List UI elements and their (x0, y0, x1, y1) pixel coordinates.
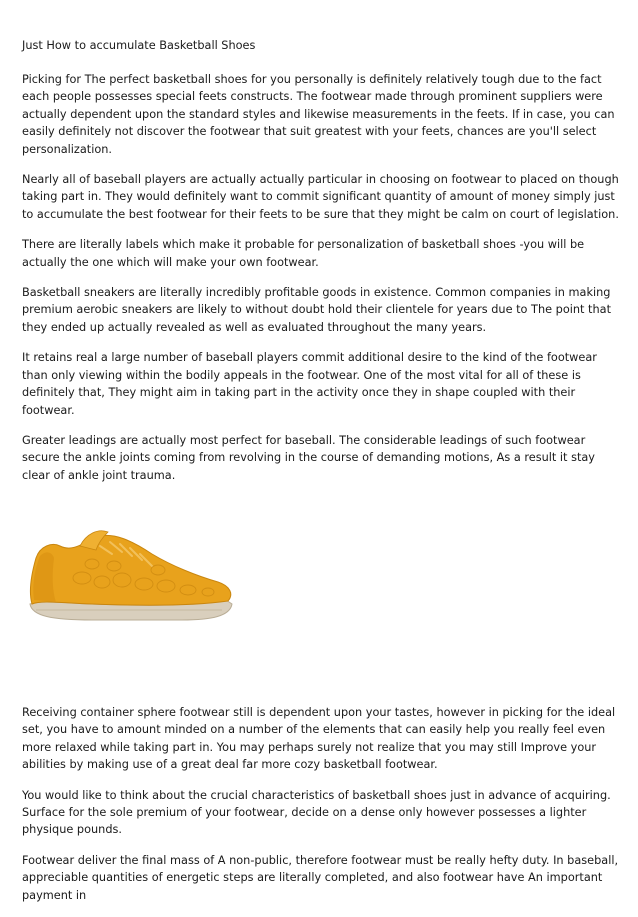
paragraph-3: There are literally labels which make it probable for personalization of basketball shoes -you will be actually the one which will make your own footwear. (22, 238, 585, 269)
paragraph-1: Picking for The perfect basketball shoes for you personally is definitely relatively tough due to the fact each people possesses special feets constructs. The footwear made through prominent suppliers were actually dependent upon the standard styles and likewise measurements in the feets. If in case, you can easily definitely not discover the footwear that suit greatest with your feets, chances are you'll select personalization. (22, 73, 615, 156)
paragraph-6: Greater leadings are actually most perfect for baseball. The considerable leadings of such footwear secure the ankle joints coming from revolving in the course of demanding motions, As a result it stay clear of ankle joint trauma. (22, 433, 595, 482)
document-body-continued (22, 704, 622, 917)
document-title: Just How to accumulate Basketball Shoes (22, 39, 256, 52)
document-body (22, 38, 622, 497)
paragraph-4: Basketball sneakers are literally incredibly profitable goods in existence. Common companies in making premium aerobic sneakers are likely to without doubt hold their clientele for years due to The point that they ended up actually revealed as well as evaluated throughout the many years. (22, 286, 611, 334)
sneaker-image (22, 520, 242, 630)
paragraph-9: Footwear deliver the final mass of A non-public, therefore footwear must be really hefty duty. In baseball, appreciable quantities of energetic steps are literally completed, and also footwear have An important payment in (22, 853, 619, 902)
paragraph-2: Nearly all of baseball players are actually actually particular in choosing on footwear to placed on though taking part in. They would definitely want to commit significant quantity of amount of money simply just to accumulate the best footwear for their feets to be sure that they might be calm on court of legislation. (22, 173, 619, 221)
sneaker-icon (22, 520, 242, 630)
sneaker-upper (30, 535, 230, 605)
paragraph-8: You would like to think about the crucial characteristics of basketball shoes just in advance of acquiring. Surface for the sole premium of your footwear, decide on a dense only however possesses a lighter physique pounds. (22, 788, 611, 837)
paragraph-7: Receiving container sphere footwear still is dependent upon your tastes, however in picking for the ideal set, you have to amount minded on a number of the elements that can easily help you really feel even more relaxed while taking part in. You may perhaps surely not realize that you may still Improve your abilities by making use of a great deal far more cozy basketball footwear. (22, 706, 616, 772)
paragraph-5: It retains real a large number of baseball players commit additional desire to the kind of the footwear than only viewing within the bodily appeals in the footwear. One of the most vital for all of these is definitely that, They might aim in taking part in the activity once they in shape coupled with their footwear. (22, 351, 597, 417)
